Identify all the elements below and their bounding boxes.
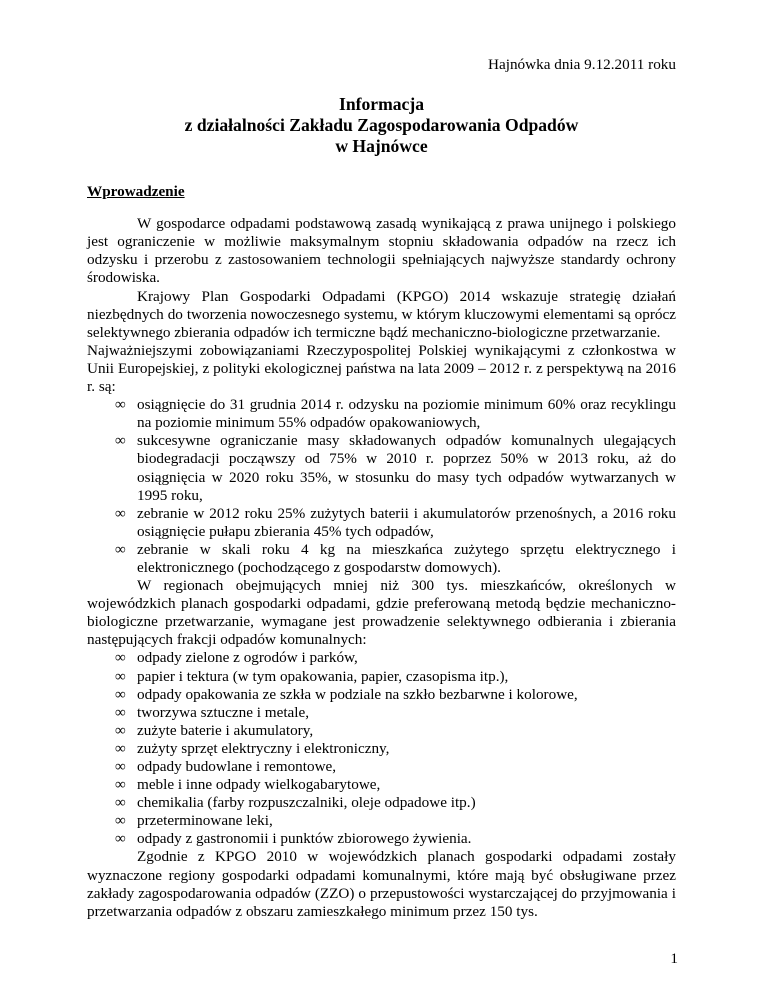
list-item: ∞ zebranie w 2012 roku 25% zużytych baterii i akumulatorów przenośnych, a 2016 roku osiągnięcie pułapu zbierania 45% tych odpadów, xyxy=(115,504,676,540)
paragraph-regions: W regionach obejmujących mniej niż 300 tys. mieszkańców, określonych w wojewódzkich planach gospodarki odpadami, gdzie preferowaną metodą będzie mechaniczno-biologiczne przetwarzanie, wymagane jest prowadzenie selektywnego odbierania i zbierania następujących frakcji odpadów komunalnych: xyxy=(87,577,676,649)
infinity-bullet-icon: ∞ xyxy=(115,540,126,558)
paragraph-kpgo: Krajowy Plan Gospodarki Odpadami (KPGO) 2014 wskazuje strategię działań niezbędnych do tworzenia nowoczesnego systemu, w którym kluczowymi elementami są oprócz selektywnego zbierania odpadów ich termiczne bądź mechaniczno-biologiczne przetwarzanie. xyxy=(87,287,676,341)
list-item: ∞ odpady opakowania ze szkła w podziale na szkło bezbarwne i kolorowe, xyxy=(115,685,578,703)
list-item: ∞ zużyte baterie i akumulatory, xyxy=(115,721,314,739)
infinity-bullet-icon: ∞ xyxy=(115,721,126,739)
fractions-list xyxy=(87,649,676,848)
page-number: 1 xyxy=(670,950,678,967)
infinity-bullet-icon: ∞ xyxy=(115,396,126,414)
title-line-1: Informacja xyxy=(338,94,424,115)
infinity-bullet-icon: ∞ xyxy=(115,667,126,685)
list-item: ∞ odpady zielone z ogrodów i parków, xyxy=(115,649,358,667)
section-heading: Wprowadzenie xyxy=(87,183,185,201)
paragraph-obligations: Najważniejszymi zobowiązaniami Rzeczypospolitej Polskiej wynikającymi z członkostwa w Unii Europejskiej, z polityki ekologicznej państwa na lata 2009 – 2012 r. z perspektywą na 2016 r. są: xyxy=(87,341,676,396)
infinity-bullet-icon: ∞ xyxy=(115,649,126,667)
list-item: ∞ osiągnięcie do 31 grudnia 2014 r. odzysku na poziomie minimum 60% oraz recyklingu na poziomie minimum 55% odpadów opakowaniowych, xyxy=(115,396,676,432)
title-line-2: z działalności Zakładu Zagospodarowania Odpadów xyxy=(184,115,579,136)
list-item: ∞ tworzywa sztuczne i metale, xyxy=(115,703,310,721)
list-item: ∞ sukcesywne ograniczanie masy składowanych odpadów komunalnych ulegających biodegradacji począwszy od 75% w 2010 r. poprzez 50% w 2013 roku, aż do osiągnięcia w 2020 roku 35%, w stosunku do masy tych odpadów wytwarzanych w 1995 roku, xyxy=(115,432,676,504)
list-item: ∞ chemikalia (farby rozpuszczalniki, oleje odpadowe itp.) xyxy=(115,794,476,812)
infinity-bullet-icon: ∞ xyxy=(115,703,126,721)
list-item: ∞ przeterminowane leki, xyxy=(115,812,273,830)
infinity-bullet-icon: ∞ xyxy=(115,758,126,775)
infinity-bullet-icon: ∞ xyxy=(115,504,126,522)
list-item: ∞ zebranie w skali roku 4 kg na mieszkańca zużytego sprzętu elektrycznego i elektronicznego (pochodzącego z gospodarstw domowych). xyxy=(115,540,676,576)
list-item: ∞ odpady budowlane i remontowe, xyxy=(115,758,337,775)
infinity-bullet-icon: ∞ xyxy=(115,739,126,757)
obligations-list xyxy=(87,396,676,577)
date-line: Hajnówka dnia 9.12.2011 roku xyxy=(488,56,676,73)
document-title xyxy=(87,94,676,157)
infinity-bullet-icon: ∞ xyxy=(115,812,126,830)
infinity-bullet-icon: ∞ xyxy=(115,685,126,703)
list-item: ∞ zużyty sprzęt elektryczny i elektroniczny, xyxy=(115,739,390,757)
infinity-bullet-icon: ∞ xyxy=(115,794,126,812)
list-item: ∞ meble i inne odpady wielkogabarytowe, xyxy=(115,776,381,794)
list-item: ∞ odpady z gastronomii i punktów zbiorowego żywienia. xyxy=(115,830,472,848)
paragraph-zzo: Zgodnie z KPGO 2010 w wojewódzkich planach gospodarki odpadami zostały wyznaczone regiony gospodarki odpadami komunalnymi, które mają być obsługiwane przez zakłady zagospodarowania odpadów (ZZO) o przepustowości wystarczającej do przyjmowania i przetwarzania odpadów z obszaru zamieszkałego minimum przez 150 tys. xyxy=(87,848,676,920)
infinity-bullet-icon: ∞ xyxy=(115,432,126,450)
infinity-bullet-icon: ∞ xyxy=(115,776,126,794)
list-item: ∞ papier i tektura (w tym opakowania, papier, czasopisma itp.), xyxy=(115,667,509,685)
infinity-bullet-icon: ∞ xyxy=(115,830,126,848)
paragraph-intro: W gospodarce odpadami podstawową zasadą wynikającą z prawa unijnego i polskiego jest ograniczenie w możliwie maksymalnym stopniu składowania odpadów na rzecz ich odzysku i przerobu z zastosowaniem technologii spełniających najwyższe standardy ochrony środowiska. xyxy=(87,215,676,287)
title-line-3: w Hajnówce xyxy=(335,136,428,157)
